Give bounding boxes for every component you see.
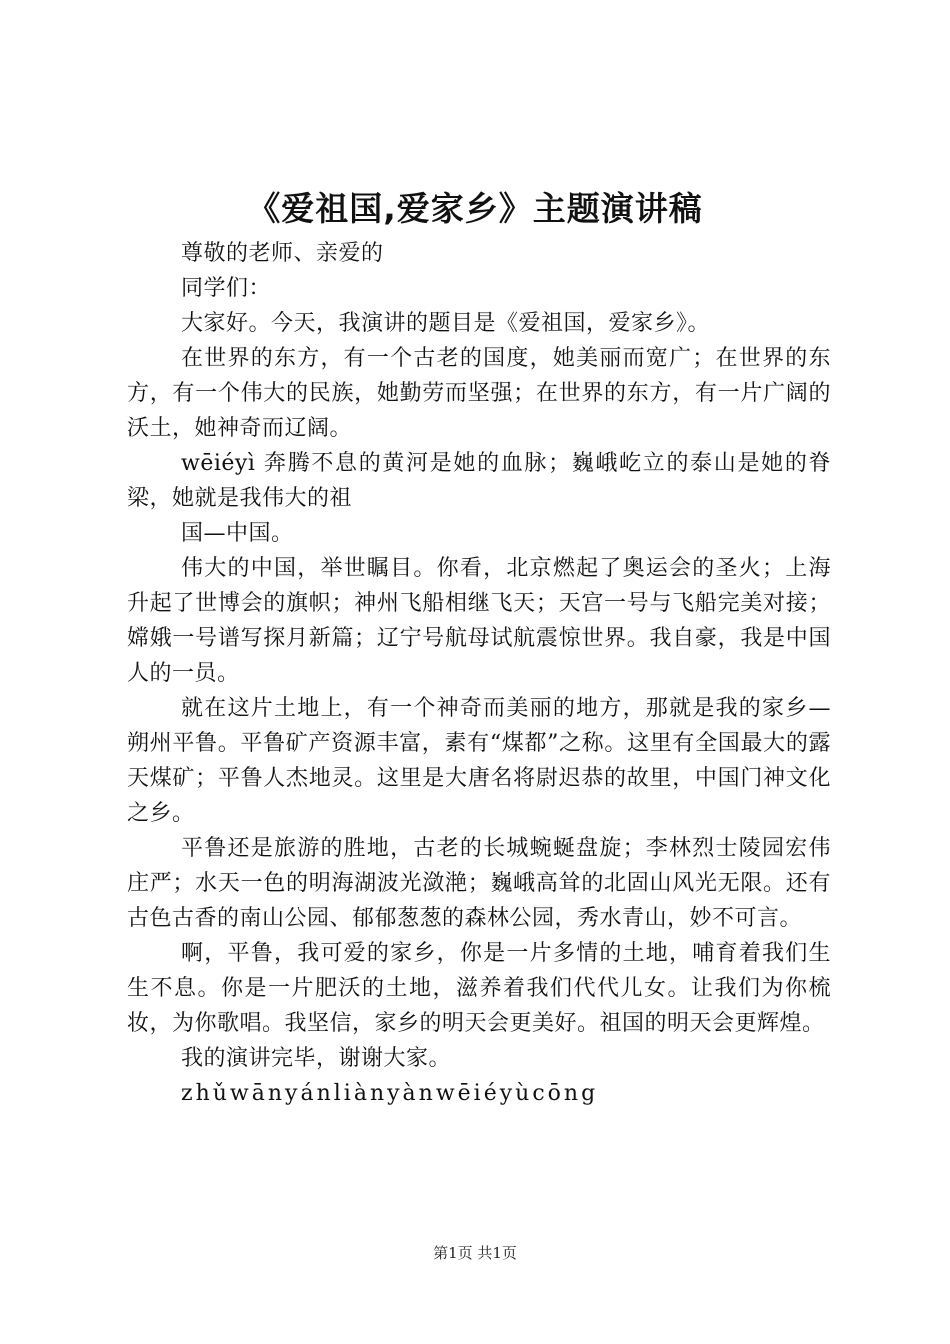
paragraph-china: 国—中国。 [181,521,294,546]
paragraph-east: 在世界的东方，有一个古老的国度，她美丽而宽广；在世界的东方，有一个伟大的民族，她勤劳而坚强；在世界的东方，有一片广阔的沃土，她神奇而辽阔。 [127,346,831,441]
paragraph-great-china: 伟大的中国，举世瞩目。你看，北京燃起了奥运会的圣火；上海升起了世博会的旗帜；神州飞船相继飞天；天宫一号与飞船完美对接；嫦娥一号谱写探月新篇；辽宁号航母试航震惊世界。我自豪，我是中国人的一员。 [127,556,831,686]
paragraph-closing: 我的演讲完毕，谢谢大家。 [181,1046,452,1071]
page-footer: 第1页 共1页 [433,1244,517,1262]
paragraph-greeting: 尊敬的老师、亲爱的 [181,241,384,266]
paragraph-praise: 啊，平鲁，我可爱的家乡，你是一片多情的土地，哺育着我们生生不息。你是一片肥沃的土地，滋养着我们代代儿女。让我们为你梳妆，为你歌唱。我坚信，家乡的明天会更美好。祖国的明天会更辉煌。 [127,941,831,1036]
paragraph-greeting-cont: 同学们： [181,276,272,301]
paragraph-tourism: 平鲁还是旅游的胜地，古老的长城蜿蜒盘旋；李林烈士陵园宏伟庄严；水天一色的明海湖波光潋滟；巍峨高耸的北固山风光无限。还有古色古香的南山公园、郁郁葱葱的森林公园，秀水青山，妙不可言。 [127,836,831,931]
paragraph-yellow-river: wēiéyì 奔腾不息的黄河是她的血脉；巍峨屹立的泰山是她的脊梁，她就是我伟大的祖 [127,451,831,511]
document-body [127,236,831,1111]
document-title: 《爱祖国,爱家乡》主题演讲稿 [247,189,703,228]
paragraph-intro: 大家好。今天，我演讲的题目是《爱祖国，爱家乡》。 [181,311,711,336]
pinyin-line: zhǔwānyánliànyànwēiéyùcōng [181,1081,599,1106]
paragraph-hometown: 就在这片土地上，有一个神奇而美丽的地方，那就是我的家乡—朔州平鲁。平鲁矿产资源丰富，素有“煤都”之称。这里有全国最大的露天煤矿；平鲁人杰地灵。这里是大唐名将尉迟恭的故里，中国门神文化之乡。 [127,696,831,826]
